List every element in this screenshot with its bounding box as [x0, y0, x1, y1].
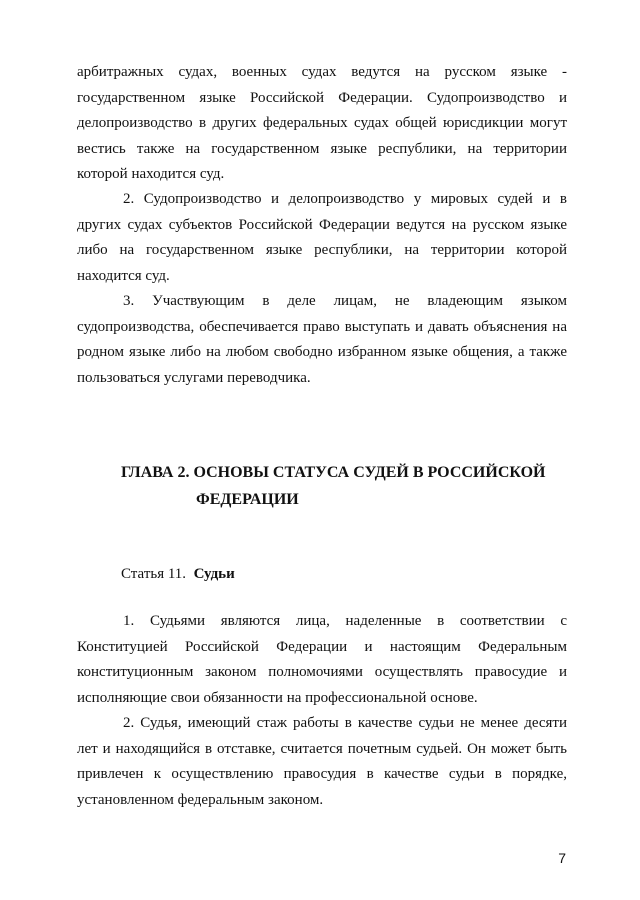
paragraph-article-11-clause-2: 2. Судья, имеющий стаж работы в качестве судьи не менее десяти лет и находящийся в отставке, считается почетным судьей. Он может быть привлечен к осуществлению правосудия в качестве судьи в порядке, установленном федеральным законом. [77, 715, 567, 808]
page-number: 7 [558, 850, 566, 866]
article-heading [121, 563, 235, 585]
article-title: Судьи [193, 566, 235, 582]
paragraph-article-11-clause-1: 1. Судьями являются лица, наделенные в соответствии с Конституцией Российской Федерации и настоящим Федеральным конституционным законом полномочиями осуществлять правосудие и исполняющие свои обязанности на профессиональной основе. [77, 613, 567, 706]
chapter-heading-line-1: ГЛАВА 2. ОСНОВЫ СТАТУСА СУДЕЙ В РОССИЙСКОЙ [121, 464, 546, 481]
paragraph-clause-3: 3. Участвующим в деле лицам, не владеющим языком судопроизводства, обеспечивается право выступать и давать объяснения на родном языке либо на любом свободно избранном языке общения, а также пользоваться услугами переводчика. [77, 293, 567, 386]
paragraph-clause-2: 2. Судопроизводство и делопроизводство у мировых судей и в других судах субъектов Российской Федерации ведутся на русском языке либо на государственном языке республики, на территории которой находится суд. [77, 191, 567, 284]
article-label: Статья 11. [121, 566, 187, 582]
paragraph-continuation: арбитражных судах, военных судах ведутся на русском языке - государственном языке Российской Федерации. Судопроизводство и делопроизводство в других федеральных судах общей юрисдикции могут вестись также на государственном языке республики, на территории которой находится суд. [77, 64, 567, 182]
chapter-heading-line-2: ФЕДЕРАЦИИ [196, 491, 299, 508]
chapter-heading [121, 459, 561, 513]
